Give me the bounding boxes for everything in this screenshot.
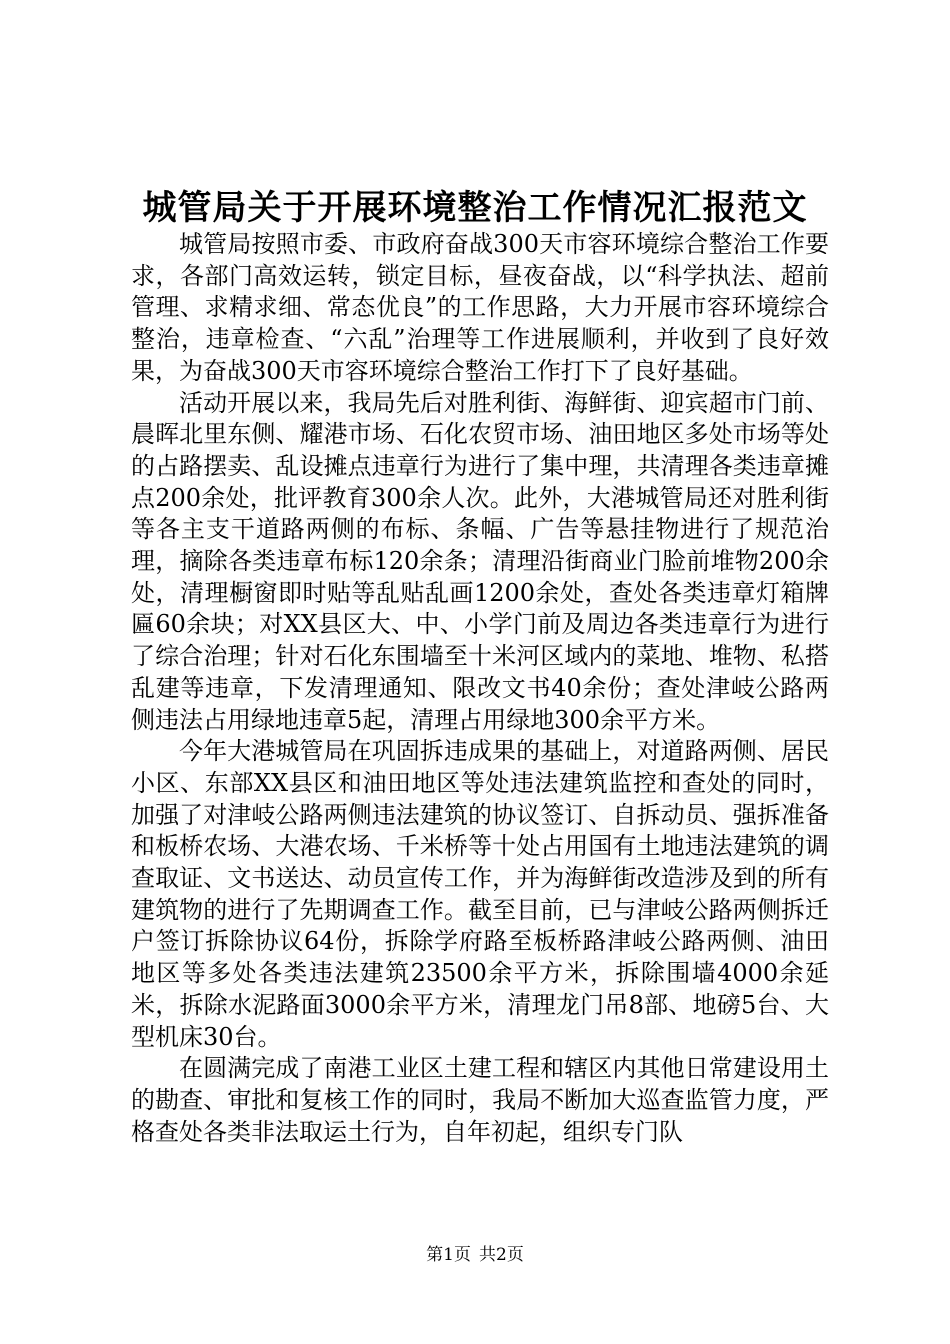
paragraph: 活动开展以来，我局先后对胜利街、海鲜街、迎宾超市门前、晨晖北里东侧、耀港市场、石化农贸市场、油田地区多处市场等处的占路摆卖、乱设摊点违章行为进行了集中理，共清理各类违章摊点200余处，批评教育300余人次。此外，大港城管局还对胜利街等各主支干道路两侧的布标、条幅、广告等悬挂物进行了规范治理，摘除各类违章布标120余条；清理沿街商业门脸前堆物200余处，清理橱窗即时贴等乱贴乱画1200余处，查处各类违章灯箱牌匾60余块；对XX县区大、中、小学门前及周边各类违章行为进行了综合治理；针对石化东围墙至十米河区域内的菜地、堆物、私搭乱建等违章，下发清理通知、限改文书40余份；查处津岐公路两侧违法占用绿地违章5起，清理占用绿地300余平方米。 (131, 388, 829, 734)
page-footer (0, 1244, 950, 1266)
paragraph: 城管局按照市委、市政府奋战300天市容环境综合整治工作要求，各部门高效运转，锁定目标，昼夜奋战，以“科学执法、超前管理、求精求细、常态优良”的工作思路，大力开展市容环境综合整治，违章检查、“六乱”治理等工作进展顺利，并收到了良好效果，为奋战300天市容环境综合整治工作打下了良好基础。 (131, 230, 829, 385)
paragraph: 今年大港城管局在巩固拆违成果的基础上，对道路两侧、居民小区、东部XX县区和油田地区等处违法建筑监控和查处的同时，加强了对津岐公路两侧违法建筑的协议签订、自拆动员、强拆准备和板桥农场、大港农场、千米桥等十处占用国有土地违法建筑的调查取证、文书送达、动员宣传工作，并为海鲜街改造涉及到的所有建筑物的进行了先期调查工作。截至目前，已与津岐公路两侧拆迁户签订拆除协议64份，拆除学府路至板桥路津岐公路两侧、油田地区等多处各类违法建筑23500余平方米，拆除围墙4000余延米，拆除水泥路面3000余平方米，清理龙门吊8部、地磅5台、大型机床30台。 (131, 737, 829, 1051)
page-total: 共2页 (479, 1245, 524, 1265)
document-title: 城管局关于开展环境整治工作情况汇报范文 (142, 188, 808, 228)
paragraph: 在圆满完成了南港工业区土建工程和辖区内其他日常建设用土的勘查、审批和复核工作的同时，我局不断加大巡查监管力度，严格查处各类非法取运土行为，自年初起，组织专门队 (131, 1054, 829, 1146)
document-body (131, 229, 829, 1148)
page-number: 第1页 (426, 1245, 471, 1265)
